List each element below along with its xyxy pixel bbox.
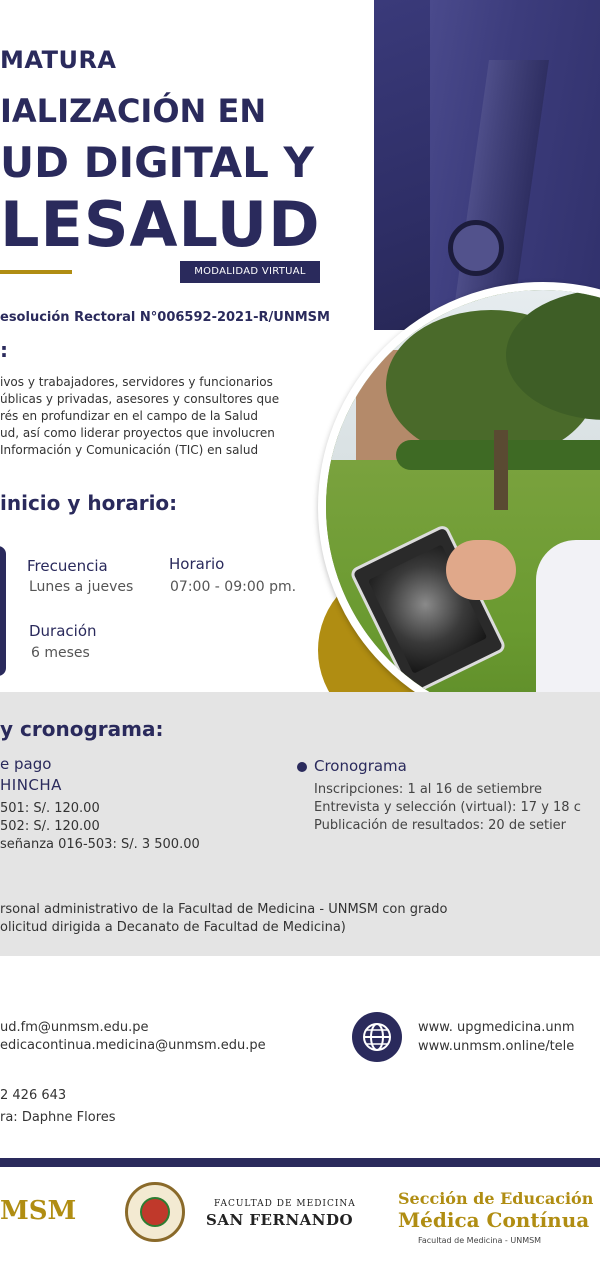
dirigido-line: úblicas y privadas, asesores y consultores que [0,392,280,406]
seccion-logo-line3: Facultad de Medicina - UNMSM [418,1236,542,1245]
cronograma-item: Publicación de resultados: 20 de setier [314,818,567,833]
web-link[interactable]: www.unmsm.online/tele [418,1039,575,1054]
pago-label: e pago [0,755,52,773]
headline-line4: LESALUD [0,188,321,261]
duracion-value: 6 meses [31,645,90,661]
cuenta-item: señanza 016-503: S/. 3 500.00 [0,837,200,852]
inicio-heading: inicio y horario: [0,491,178,515]
frecuencia-label: Frecuencia [27,557,108,575]
cronograma-label: Cronograma [314,757,407,775]
dirigido-line: ud, así como liderar proyectos que involucren [0,426,275,440]
unmsm-logo: MSM [0,1196,77,1226]
globe-icon [352,1012,402,1062]
photo-hand [446,540,516,600]
dirigido-paragraph [0,374,310,459]
web-link[interactable]: www. upgmedicina.unm [418,1020,575,1035]
dirigido-line: Información y Comunicación (TIC) en salud [0,443,259,457]
horario-value: 07:00 - 09:00 pm. [170,579,297,595]
cronograma-heading: y cronograma: [0,717,164,741]
facultad-logo-line1: FACULTAD DE MEDICINA [214,1199,356,1209]
headline-line1: MATURA [0,46,117,74]
modalidad-badge: MODALIDAD VIRTUAL [180,261,320,283]
headline-line3: UD DIGITAL Y [0,138,314,187]
cuenta-item: 502: S/. 120.00 [0,819,100,834]
horario-label: Horario [169,555,225,573]
dirigido-line: ivos y trabajadores, servidores y funcionarios [0,375,273,389]
dirigido-line: rés en profundizar en el campo de la Salud [0,409,258,423]
email-link[interactable]: ud.fm@unmsm.edu.pe [0,1020,149,1035]
cronograma-item: Entrevista y selección (virtual): 17 y 18 c [314,800,581,815]
duracion-label: Duración [29,622,97,640]
faculty-seal-icon [125,1182,185,1242]
nota-line: olicitud dirigida a Decanato de Facultad de Medicina) [0,920,346,935]
dirigido-heading: : [0,338,8,362]
cuenta-item: 501: S/. 120.00 [0,801,100,816]
seccion-logo-line2: Médica Contínua [398,1208,590,1232]
schedule-bar [0,546,6,676]
email-link[interactable]: edicacontinua.medicina@unmsm.edu.pe [0,1038,266,1053]
banco-name: HINCHA [0,776,62,794]
coordinadora-text: ra: Daphne Flores [0,1110,116,1125]
cronograma-item: Inscripciones: 1 al 16 de setiembre [314,782,543,797]
nota-line: rsonal administrativo de la Facultad de Medicina - UNMSM con grado [0,902,448,917]
frecuencia-value: Lunes a jueves [29,579,134,595]
globe-icon-svg [352,1012,402,1062]
headline-line2: IALIZACIÓN EN [0,92,267,130]
bullet-icon [297,762,307,772]
resolucion-text: esolución Rectoral N°006592-2021-R/UNMSM [0,310,330,325]
facultad-logo-line2: SAN FERNANDO [206,1211,354,1229]
seccion-logo-line1: Sección de Educación [398,1189,594,1208]
footer-divider [0,1158,600,1167]
seal-shield [140,1197,170,1227]
tablet-photo [318,282,600,732]
stethoscope-icon [448,220,504,276]
photo-trunk [494,430,508,510]
telefono-text: 2 426 643 [0,1088,67,1103]
gold-divider [0,270,72,274]
